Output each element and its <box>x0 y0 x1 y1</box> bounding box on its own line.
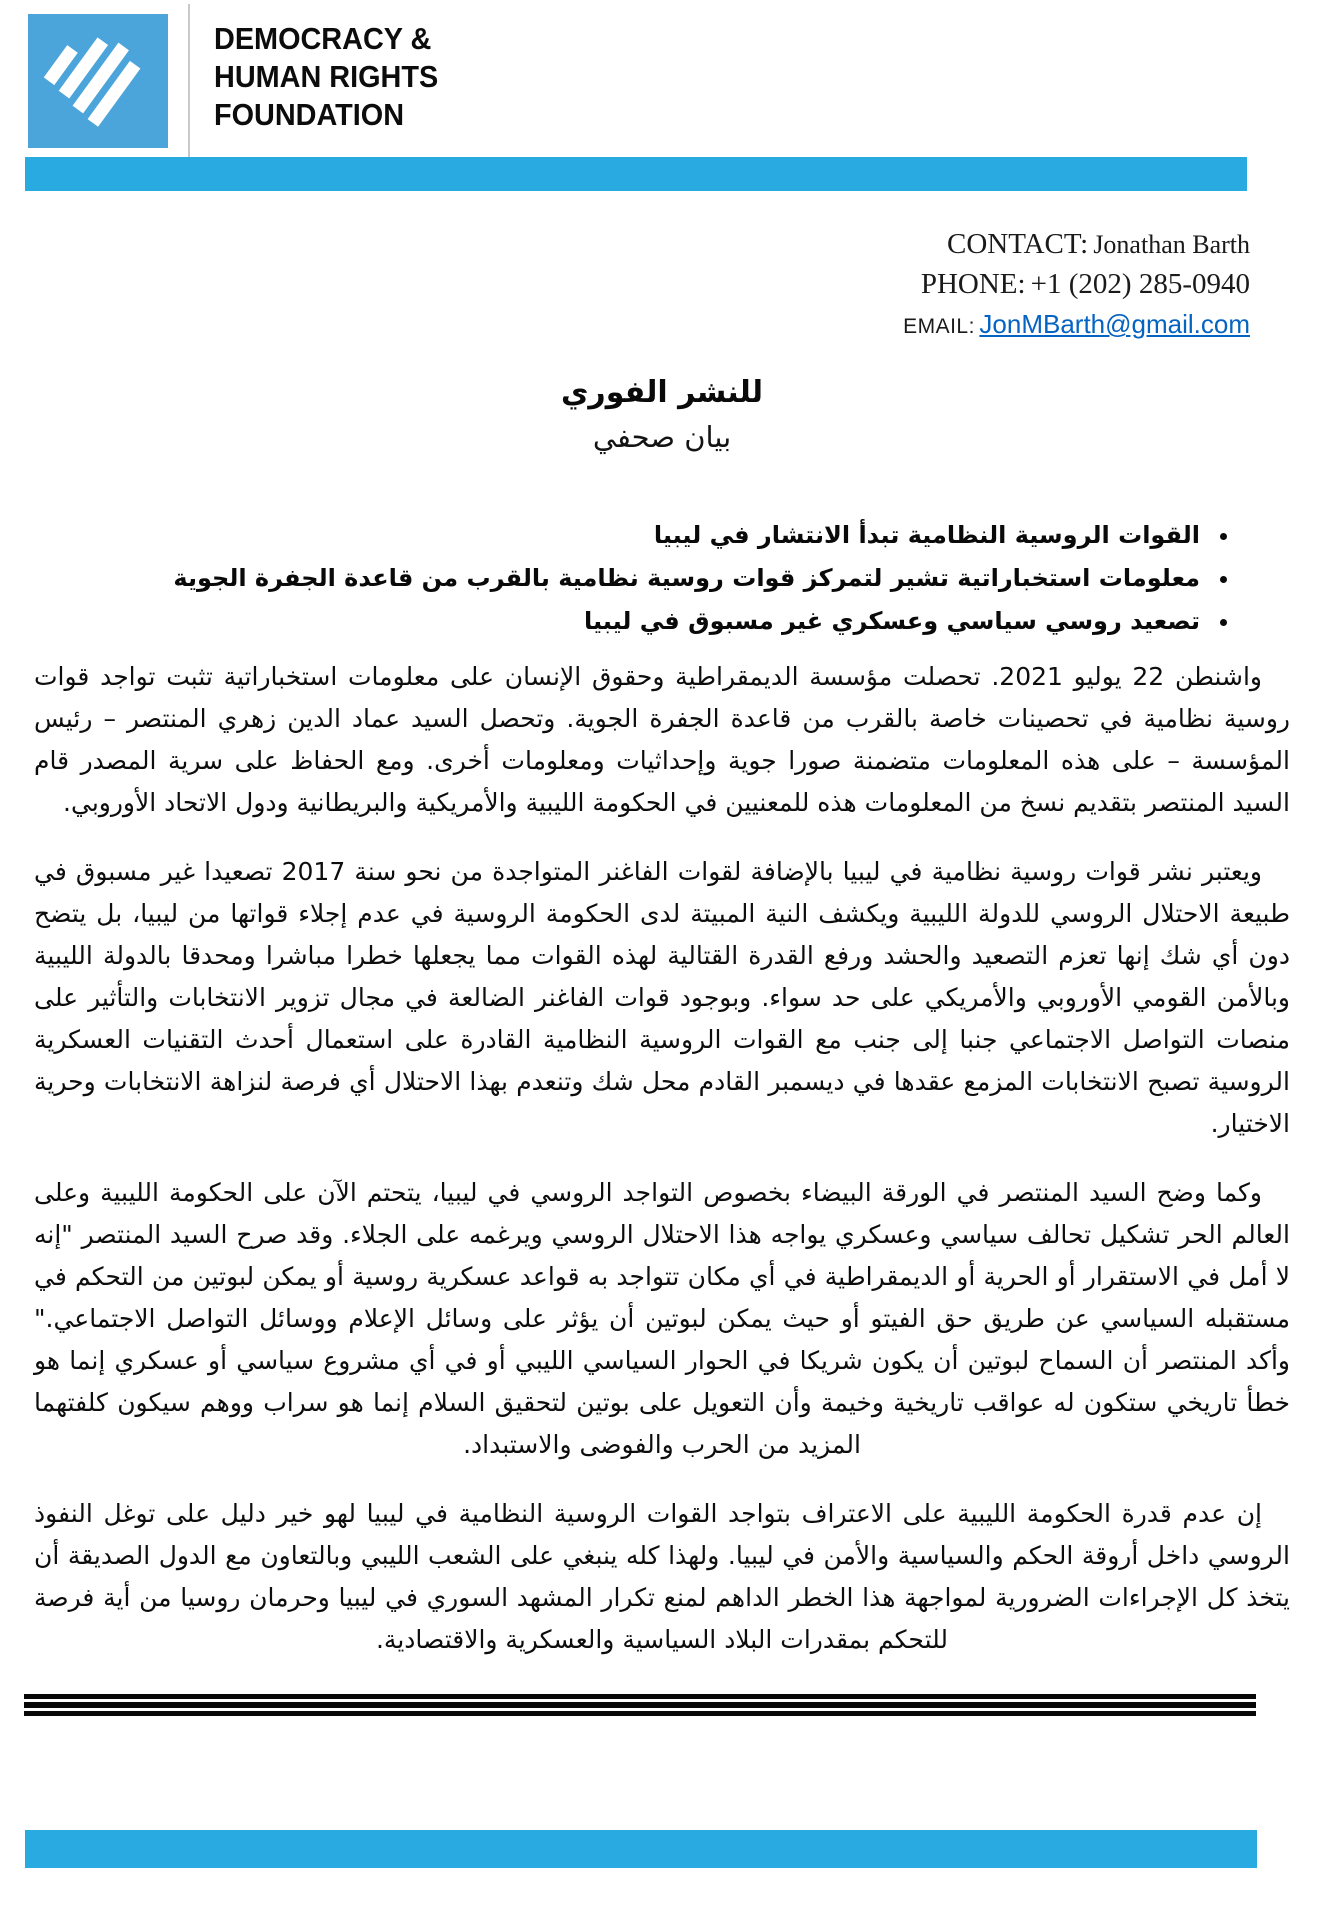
org-name-line2: HUMAN RIGHTS <box>214 59 439 94</box>
release-title: للنشر الفوري <box>560 375 764 410</box>
contact-block <box>903 226 1250 347</box>
foundation-logo-icon <box>28 14 168 148</box>
fan-stripes-icon <box>28 14 168 148</box>
email-label: EMAIL: <box>903 315 975 338</box>
highlight-item: • معلومات استخباراتية تشير لتمركز قوات روسية نظامية بالقرب من قاعدة الجفرة الجوية <box>60 557 1206 600</box>
email-line <box>903 306 1250 347</box>
contact-name: Jonathan Barth <box>1093 230 1250 259</box>
release-paragraph-3: وكما وضح السيد المنتصر في الورقة البيضاء بخصوص التواجد الروسي في ليبيا، يتحتم الآن على الحكومة الليبية وعلى العالم الحر تشكيل تحالف سياسي وعسكري يواجه هذا الاحتلال الروسي ويرغمه على الجلاء. وقد صرح السيد المنتصر "إنه لا أمل في الاستقرار أو الحرية أو الديمقراطية في أي مكان تتواجد به قواعد عسكرية روسية أو يمكن لبوتين من التحكم في مستقبله السياسي عن طريق حق الفيتو أو حيث يمكن لبوتين أن يؤثر على وسائل الإعلام ووسائل التواصل الاجتماعي." وأكد المنتصر أن السماح لبوتين أن يكون شريكا في الحوار السياسي الليبي أو في أي مشروع سياسي أو عسكري إنما هو خطأ تاريخي ستكون له عواقب تاريخية وخيمة وأن التعويل على بوتين لتحقيق السلام إنما هو سراب ووهم سيكون كلفتهما المزيد من الحرب والفوضى والاستبداد. <box>34 1178 1290 1459</box>
highlight-item: • القوات الروسية النظامية تبدأ الانتشار في ليبيا <box>60 514 1206 557</box>
release-paragraph-4: إن عدم قدرة الحكومة الليبية على الاعتراف بتواجد القوات الروسية النظامية في ليبيا لهو خير دليل على توغل النفوذ الروسي داخل أروقة الحكم والسياسية والأمن في ليبيا. ولهذا كله ينبغي على الشعب الليبي وبالتعاون مع الدول الصديقة أن يتخذ كل الإجراءات الضرورية لمواجهة هذا الخطر الداهم لمنع تكرار المشهد السوري في ليبيا وحرمان روسيا من أية فرصة للتحكم بمقدرات البلاد السياسية والعسكرية والاقتصادية. <box>34 1499 1290 1654</box>
release-body <box>34 656 1290 1688</box>
highlights-list <box>60 514 1240 643</box>
footer-divider-rules <box>24 1694 1256 1719</box>
header-accent-bar <box>25 157 1247 191</box>
org-name <box>214 20 438 134</box>
phone-line <box>903 266 1250 306</box>
header-divider <box>188 4 190 157</box>
contact-line <box>903 226 1250 266</box>
contact-label: CONTACT: <box>946 228 1089 260</box>
phone-value: +1 (202) 285-0940 <box>1030 268 1250 300</box>
divider-rule <box>24 1702 1256 1708</box>
release-paragraph-1: واشنطن 22 يوليو 2021. تحصلت مؤسسة الديمقراطية وحقوق الإنسان على معلومات استخباراتية تثبت تواجد قوات روسية نظامية في تحصينات خاصة بالقرب من قاعدة الجفرة الجوية. وتحصل السيد عماد الدين زهري المنتصر – رئيس المؤسسة – على هذه المعلومات متضمنة صورا جوية وإحداثيات ومعلومات أخرى. ومع الحفاظ على سرية المصدر قام السيد المنتصر بتقديم نسخ من المعلومات هذه للمعنيين في الحكومة الليبية والأمريكية والبريطانية ودول الاتحاد الأوروبي. <box>34 662 1290 817</box>
email-link[interactable]: JonMBarth@gmail.com <box>979 309 1250 339</box>
divider-rule <box>24 1711 1256 1716</box>
divider-rule <box>24 1694 1256 1699</box>
org-name-line1: DEMOCRACY & <box>214 21 432 56</box>
highlight-item: • تصعيد روسي سياسي وعسكري غير مسبوق في ليبيا <box>60 600 1206 643</box>
release-subtitle: بيان صحفي <box>592 420 732 454</box>
release-paragraph-2: ويعتبر نشر قوات روسية نظامية في ليبيا بالإضافة لقوات الفاغنر المتواجدة من نحو سنة 2017 تصعيدا غير مسبوق في طبيعة الاحتلال الروسي للدولة الليبية ويكشف النية المبيتة لدى الحكومة الروسية في عدم إجلاء قواتها من ليبيا، بل يتضح دون أي شك إنها تعزم التصعيد والحشد ورفع القدرة القتالية لهذه القوات مما يجعلها خطرا مباشرا ومحدقا بالدولة الليبية وبالأمن القومي الأوروبي والأمريكي على حد سواء. وبوجود قوات الفاغنر الضالعة في مجال تزوير الانتخابات والتأثير على منصات التواصل الاجتماعي جنبا إلى جنب مع القوات الروسية النظامية القادرة على استعمال أحدث التقنيات العسكرية الروسية تصبح الانتخابات المزمع عقدها في ديسمبر القادم محل شك وتنعدم بهذا الاحتلال أي فرصة لنزاهة الانتخابات وحرية الاختيار. <box>34 857 1290 1138</box>
phone-label: PHONE: <box>920 268 1026 300</box>
org-name-line3: FOUNDATION <box>214 97 405 132</box>
footer-accent-bar <box>25 1830 1257 1868</box>
